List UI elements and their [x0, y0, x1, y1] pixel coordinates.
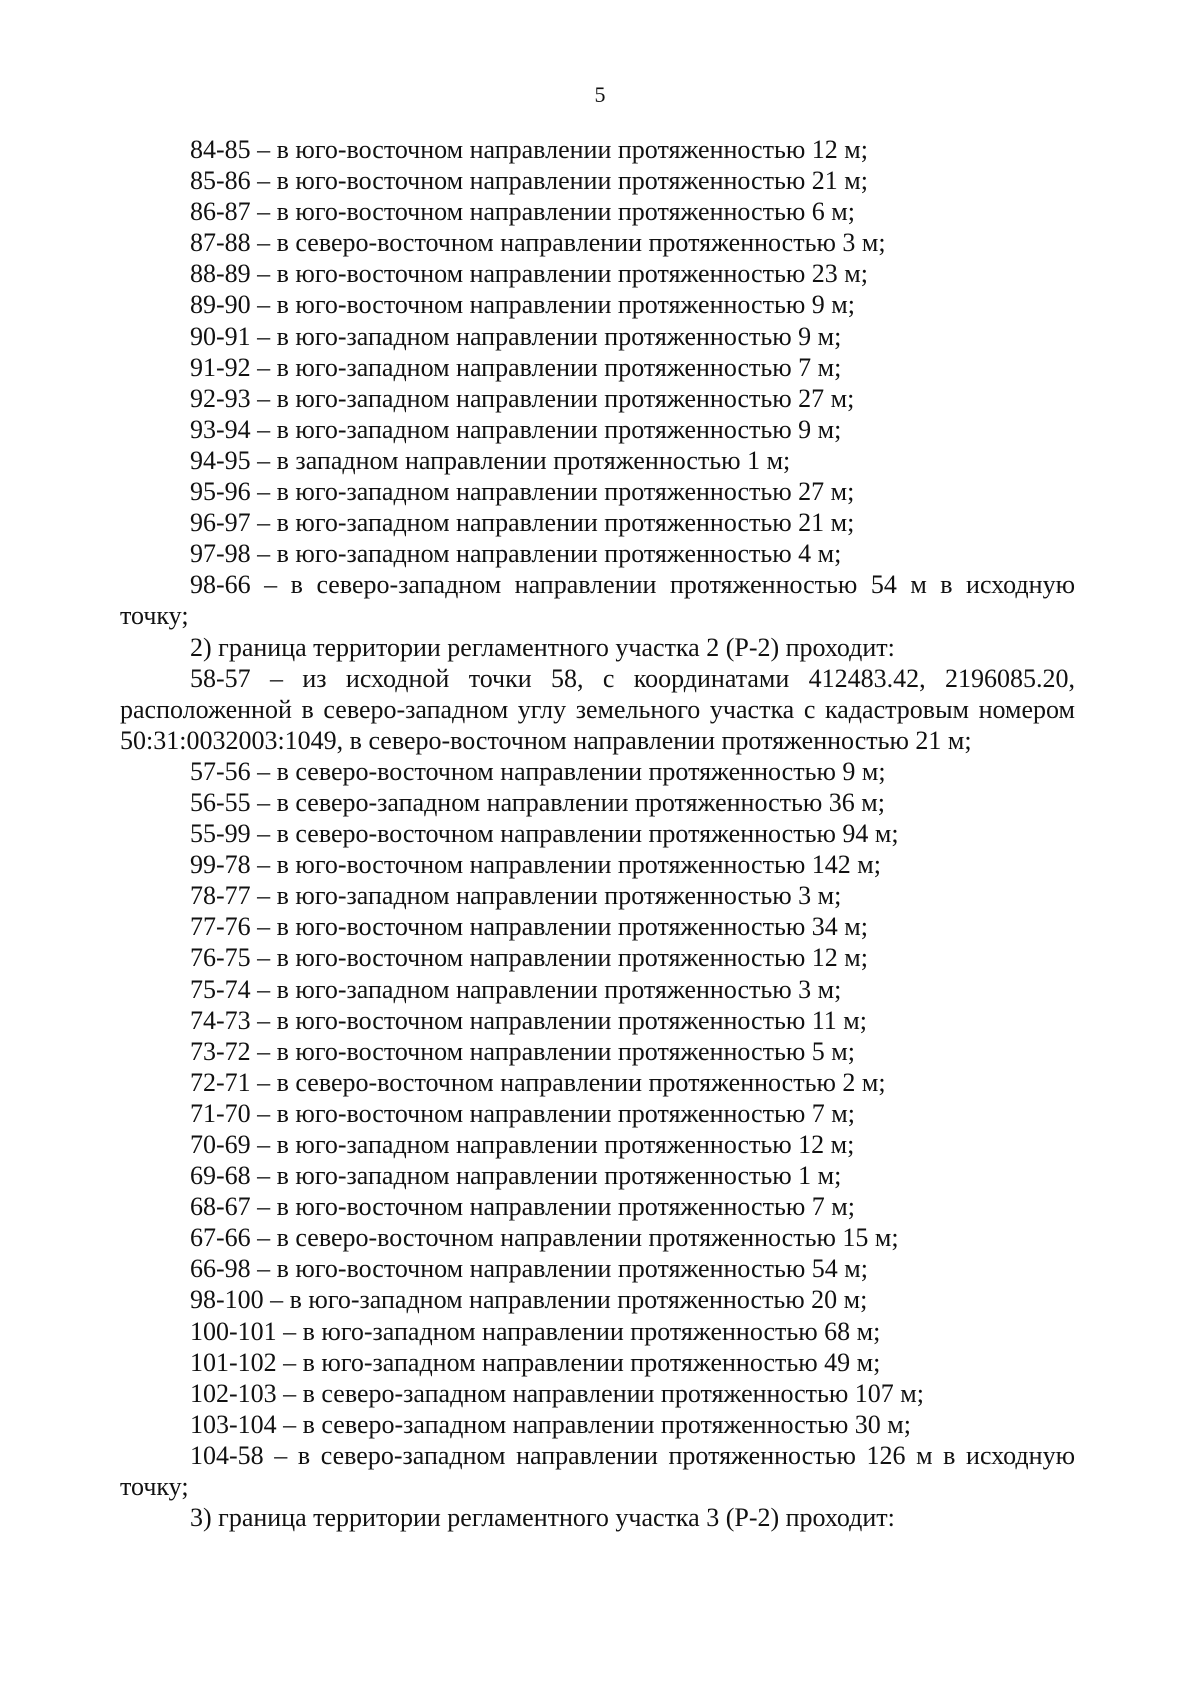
boundary-segment-line: 89-90 – в юго-восточном направлении протяженностью 9 м;: [190, 290, 855, 320]
boundary-segment-line: 86-87 – в юго-восточном направлении протяженностью 6 м;: [190, 197, 855, 227]
boundary-segment-line: 94-95 – в западном направлении протяженностью 1 м;: [190, 445, 791, 475]
boundary-segment-line: 73-72 – в юго-восточном направлении протяженностью 5 м;: [190, 1036, 855, 1066]
boundary-segment-line: 68-67 – в юго-восточном направлении протяженностью 7 м;: [190, 1192, 855, 1222]
boundary-segment-line: 71-70 – в юго-восточном направлении протяженностью 7 м;: [190, 1098, 855, 1128]
boundary-segment-line: 88-89 – в юго-восточном направлении протяженностью 23 м;: [190, 259, 868, 289]
boundary-segment-line: 70-69 – в юго-западном направлении протяженностью 12 м;: [190, 1130, 855, 1159]
boundary-segment-line: 97-98 – в юго-западном направлении протяженностью 4 м;: [190, 539, 842, 569]
boundary-segment-line: 90-91 – в юго-западном направлении протяженностью 9 м;: [190, 321, 842, 351]
boundary-segment-closing-paragraph: 98-66 – в северо-западном направлении протяженностью 54 м в исходную точку;: [120, 570, 1075, 631]
boundary-segment-line: 57-56 – в северо-восточном направлении протяженностью 9 м;: [190, 756, 886, 786]
boundary-segment-line: 92-93 – в юго-западном направлении протяженностью 27 м;: [190, 383, 855, 413]
boundary-segment-line: 91-92 – в юго-западном направлении протяженностью 7 м;: [190, 352, 842, 382]
boundary-segment-line: 56-55 – в северо-западном направлении протяженностью 36 м;: [190, 787, 885, 817]
boundary-segment-line: 78-77 – в юго-западном направлении протяженностью 3 м;: [190, 881, 842, 911]
boundary-segment-line: 87-88 – в северо-восточном направлении протяженностью 3 м;: [190, 228, 886, 258]
document-body: [120, 134, 1075, 1533]
boundary-segment-line: 72-71 – в северо-восточном направлении протяженностью 2 м;: [190, 1067, 886, 1097]
boundary-segment-line: 67-66 – в северо-восточном направлении протяженностью 15 м;: [190, 1223, 899, 1253]
boundary-segment-line: 101-102 – в юго-западном направлении протяженностью 49 м;: [190, 1347, 881, 1377]
boundary-segment-line: 69-68 – в юго-западном направлении протяженностью 1 м;: [190, 1161, 842, 1191]
section-3-heading: 3) граница территории регламентного участка 3 (Р-2) проходит:: [190, 1503, 895, 1533]
boundary-segment-line: 77-76 – в юго-восточном направлении протяженностью 34 м;: [190, 912, 868, 942]
boundary-segment-closing-paragraph: 104-58 – в северо-западном направлении протяженностью 126 м в исходную точку;: [120, 1440, 1075, 1502]
boundary-segment-line: 93-94 – в юго-западном направлении протяженностью 9 м;: [190, 414, 842, 444]
boundary-segment-line: 85-86 – в юго-восточном направлении протяженностью 21 м;: [190, 166, 868, 196]
boundary-segment-line: 98-100 – в юго-западном направлении протяженностью 20 м;: [190, 1285, 868, 1315]
boundary-segment-line: 102-103 – в северо-западном направлении протяженностью 107 м;: [190, 1378, 924, 1408]
boundary-segment-line: 95-96 – в юго-западном направлении протяженностью 27 м;: [190, 477, 855, 507]
section-2-heading: 2) граница территории регламентного участка 2 (Р-2) проходит:: [190, 632, 895, 662]
boundary-segment-line: 74-73 – в юго-восточном направлении протяженностью 11 м;: [190, 1005, 867, 1035]
boundary-segment-line: 75-74 – в юго-западном направлении протяженностью 3 м;: [190, 974, 842, 1004]
boundary-segment-line: 55-99 – в северо-восточном направлении протяженностью 94 м;: [190, 819, 899, 849]
boundary-segment-line: 96-97 – в юго-западном направлении протяженностью 21 м;: [190, 508, 855, 538]
boundary-segment-line: 84-85 – в юго-восточном направлении протяженностью 12 м;: [190, 135, 868, 164]
boundary-segment-list-section-1: [120, 134, 1075, 569]
boundary-segment-start-paragraph: 58-57 – из исходной точки 58, с координатами 412483.42, 2196085.20, расположенной в северо-западном углу земельного участка с кадастровым номером 50:31:0032003:1049, в северо-восточном направлении протяженностью 21 м;: [120, 663, 1075, 755]
boundary-segment-line: 103-104 – в северо-западном направлении протяженностью 30 м;: [190, 1409, 911, 1439]
boundary-segment-line: 76-75 – в юго-восточном направлении протяженностью 12 м;: [190, 943, 868, 973]
boundary-segment-line: 66-98 – в юго-восточном направлении протяженностью 54 м;: [190, 1254, 868, 1284]
page-number: 5: [594, 82, 606, 107]
boundary-segment-line: 100-101 – в юго-западном направлении протяженностью 68 м;: [190, 1316, 881, 1346]
boundary-segment-list-section-2: [120, 756, 1075, 1440]
boundary-segment-line: 99-78 – в юго-восточном направлении протяженностью 142 м;: [190, 850, 881, 880]
